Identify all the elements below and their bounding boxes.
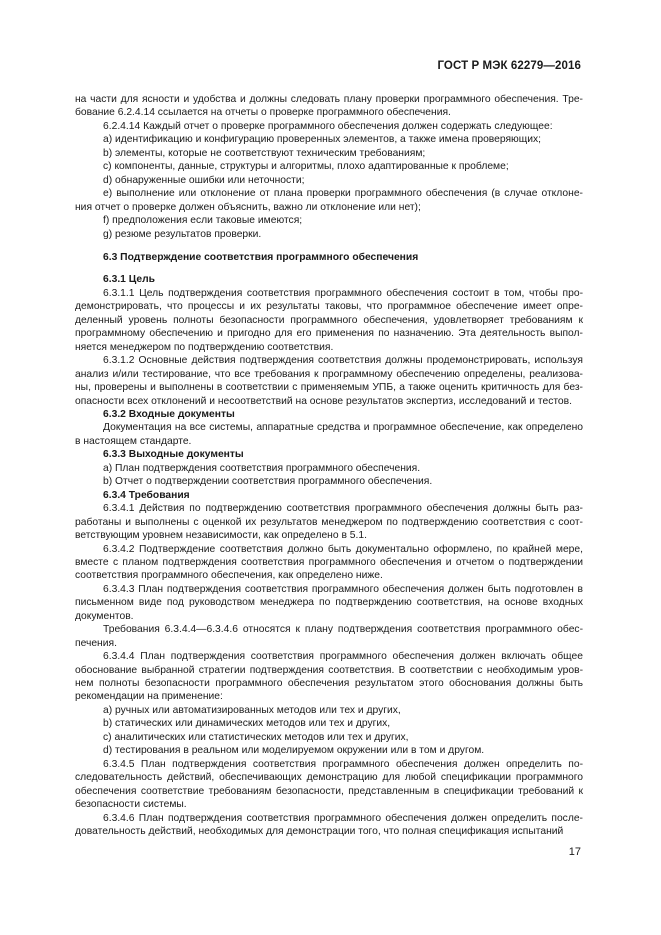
body-paragraph: 6.3.4.3 План подтверждения соответствия программного обеспечения должен быть подготовлен в письменном виде под руководством менеджера по подтверждению соответствия, на основе входных документов. [75, 583, 583, 622]
list-item: g) резюме результатов проверки. [103, 228, 262, 240]
list-item: f) предположения если таковые имеются; [103, 215, 303, 227]
body-paragraph: e) выполнение или отклонение от плана проверки программного обеспечения (в случае отклоне-ния отчет о проверке должен объяснить, важно ли отклонение или нет); [75, 188, 583, 213]
body-paragraph: 6.3.4.6 План подтверждения соответствия программного обеспечения должен определить после-довательность действий, необходимых для демонстрации того, что полная спецификация испытаний [75, 812, 583, 838]
body-paragraph: Требования 6.3.4.4—6.3.4.6 относятся к плану подтверждения соответствия программного обес-печения. [75, 624, 583, 649]
list-item: c) аналитических или статистических методов или тех и других, [103, 731, 409, 743]
list-item: b) Отчет о подтверждении соответствия программного обеспечения. [103, 476, 433, 488]
body-paragraph: 6.2.4.14 Каждый отчет о проверке программного обеспечения должен содержать следующее: [103, 120, 553, 132]
list-item: a) План подтверждения соответствия программного обеспечения. [103, 462, 421, 474]
standard-header: ГОСТ Р МЭК 62279—2016 [437, 60, 581, 72]
body-paragraph: 6.3.1.1 Цель подтверждения соответствия программного обеспечения состоит в том, чтобы про-демонстрировать, что процессы и их результаты таковы, что программное обеспечение имеет опре-деленный уровень полноты безопасности программного обеспечения, удовлетворяет требованиям к программному обеспечению и пригодно для его применения по назначению. Эта деятельность выпол-няется менеджером по подтверждению соответствия. [75, 287, 583, 353]
subsection-heading: 6.3.4 Требования [103, 489, 190, 501]
list-item: c) компоненты, данные, структуры и алгоритмы, плохо адаптированные к проблеме; [103, 161, 509, 173]
body-paragraph: Документация на все системы, аппаратные средства и программное обеспечение, как определено в настоящем стандарте. [75, 422, 583, 447]
body-paragraph: 6.3.4.2 Подтверждение соответствия должно быть документально оформлено, по крайней мере, вместе с планом подтверждения соответствия программного обеспечения и отчетом о подтверждении соответствия программного обеспечения, как определено ниже. [75, 543, 583, 582]
body-paragraph: 6.3.4.5 План подтверждения соответствия программного обеспечения должен определить по-следовательность действий, обеспечивающих демонстрацию для любой спецификации программного обеспечения соответствие требованиям безопасности, представленным в спецификации требований к безопасности системы. [75, 758, 583, 811]
list-item: d) тестирования в реальном или моделируемом окружении или в том и другом. [103, 745, 485, 757]
body-paragraph: 6.3.4.1 Действия по подтверждению соответствия программного обеспечения должны быть раз-работаны и выполнены с оценкой их результатов менеджером по подтверждению соответствия с соот-ветствующим уровнем независимости, как определено в 5.1. [75, 503, 583, 542]
subsection-heading: 6.3.2 Входные документы [103, 408, 235, 420]
list-item: b) элементы, которые не соответствуют техническим требованиям; [103, 147, 426, 159]
list-item: a) идентификацию и конфигурацию проверенных элементов, а также имена проверяющих; [103, 134, 542, 146]
list-item: d) обнаруженные ошибки или неточности; [103, 174, 305, 186]
page-number: 17 [568, 846, 581, 858]
document-body [75, 93, 583, 838]
body-paragraph: 6.3.4.4 План подтверждения соответствия программного обеспечения должен включать общее обоснование выбранной стратегии подтверждения соответствия. В соответствии с необходимым уров-нем полноты безопасности программного обеспечения результатом этого обоснования должны быть рекомендации на применение: [75, 651, 583, 703]
body-paragraph: 6.3.1.2 Основные действия подтверждения соответствия должны продемонстрировать, используя анализ и/или тестирование, что все требования к программному обеспечению определены, реализова-ны, проверены и выполнены в соответствии с применяемым УПБ, а также оценить критичность для без-опасности всех отклонений и несоответствий на основе результатов экспертиз, исследований и тестов. [75, 355, 583, 407]
section-heading: 6.3 Подтверждение соответствия программного обеспечения [103, 251, 419, 263]
subsection-heading: 6.3.1 Цель [103, 274, 156, 286]
subsection-heading: 6.3.3 Выходные документы [103, 449, 244, 461]
list-item: b) статических или динамических методов или тех и других, [103, 718, 391, 730]
body-paragraph: на части для ясности и удобства и должны следовать плану проверки программного обеспечения. Тре-бование 6.2.4.14 ссылается на отчеты о проверке программного обеспечения. [75, 94, 583, 119]
list-item: a) ручных или автоматизированных методов или тех и других, [103, 704, 401, 716]
